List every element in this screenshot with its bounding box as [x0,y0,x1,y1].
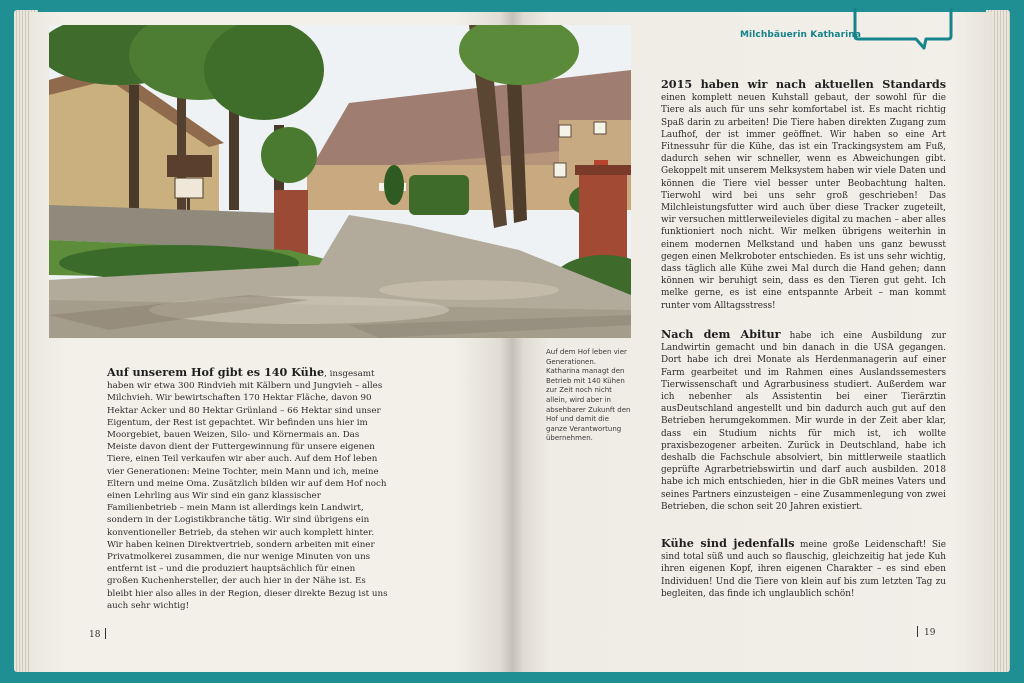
left-body: , insgesamt haben wir etwa 300 Rindvieh mit Kälbern und Jungvieh – alles Milchvieh. Wir bewirtschaften 170 Hektar Fläche, davon 90 Hektar Acker und 80 Hektar Grünland – 66 Hektar sind unser Eigentum, der Rest ist gepachtet. Wir befinden uns hier im Moorgebiet, bauen Weizen, Silo- und Körnermais an. Das Meiste davon dient der Futtergewinnung für unsere eigenen Tiere, einen Teil verkaufen wir aber auch. Auf dem Hof leben vier Generationen: Meine Tochter, mein Mann und ich, meine Eltern und meine Oma. Zusätzlich bilden wir auf dem Hof noch einen Lehrling aus Wir sind ein ganz klassischer Familienbetrieb – mein Mann ist allerdings kein Landwirt, sondern in der Logistikbranche tätig. Wir sind übrigens ein konventioneller Betrieb, da stehen wir auch komplett hinter. Wir haben keinen Direktvertrieb, sondern arbeiten mit einer Privatmolkerei zusammen, die nur wenige Minuten von uns entfernt ist – und die produziert hauptsächlich für einen großen Kuchenhersteller, der auch hier in der Nähe ist. Es bleibt hier also alles in der Region, dieser direkte Bezug ist uns auch sehr wichtig! [107,369,388,611]
page-number-right: 19 [924,628,936,638]
chapter-tag: Milchbäuerin Katharina [740,30,861,40]
farm-photo [49,25,631,338]
right-section-1 [661,78,946,312]
section3-body: meine große Leidenschaft! Sie sind total süß und auch so flauschig, gleichzeitig hat jede Kuh ihren eigenen Kopf, ihren eigenen Charakter – es sind eben Individuen! Und die Tiere von klein auf bis zum letzten Tag zu begleiten, das finde ich unglaublich schön! [661,540,946,599]
page-number-rule-right [917,626,918,637]
section2-lead: Nach dem Abitur [661,327,781,341]
section1-body: einen komplett neuen Kuhstall gebaut, der sowohl für die Tiere als auch für uns sehr komfortabel ist. Es macht richtig Spaß darin zu arbeiten! Die Tiere haben direkten Zugang zum Laufhof, der ist immer geöffnet. Wir haben so eine Art Fitnessuhr für die Kühe, das ist ein Trackingsystem am Fuß, dadurch sehen wir schneller, wenn es Abweichungen gibt. Gekoppelt mit unserem Melksystem haben wir viele Daten und können die Tiere viel besser unter Beobachtung halten. Tierwohl wird bei uns sehr groß geschrieben! Das Milchleistungsfutter wird auch über diese Tracker zugeteilt, wir versuchen mittlerweilevieles digital zu machen – aber alles funktioniert noch nicht. Wir melken übrigens weiterhin in einem modernen Melkstand und haben uns ganz bewusst gegen einen Melkroboter entschieden. Es ist uns sehr wichtig, dass täglich alle Kühe zwei Mal durch die Hand gehen; dann können wir beruhigt sein, dass es den Tieren gut geht. Ich melke gerne, es ist eine entspannte Arbeit – man kommt runter vom Alltagsstress! [661,93,946,311]
page-number-left: 18 [89,630,101,640]
left-lead: Auf unserem Hof gibt es 140 Kühe [107,365,325,379]
right-section-2 [661,328,946,513]
section2-body: habe ich eine Ausbildung zur Landwirtin gemacht und bin danach in die USA gegangen. Dort habe ich drei Monate als Herdenmanagerin auf einer Farm gearbeitet und im Rahmen eines Auslandssemesters Tierwissenschaft und Agrarbusiness studiert. Außerdem war ich nebenher als Assistentin bei einer Tierärztin ausDeutschland angestellt und bin dadurch auch gut auf den Betrieben herumgekommen. Mir wurde in der Zeit aber klar, dass ein Studium nichts für mich ist, ich wollte praxisbezogener arbeiten. Zurück in Deutschland, habe ich deshalb die Fachschule absolviert, bin mittlerweile staatlich geprüfte Agrarbetriebswirtin und darf auch ausbilden. 2018 habe ich mich entschieden, hier in die GbR meines Vaters und seines Partners einzusteigen – eine Zusammenlegung von zwei Betrieben, die schon seit 20 Jahren existiert. [661,331,946,512]
section3-lead: Kühe sind jedenfalls [661,536,795,550]
left-body-text [107,366,389,612]
section1-lead: 2015 haben wir nach aktuellen Standards [661,77,946,91]
speech-bubble-icon [852,8,954,54]
page-number-rule-left [105,628,106,639]
photo-caption: Auf dem Hof leben vier Generationen. Katharina managt den Betrieb mit 140 Kühen zur Zeit noch nicht allein, wird aber in absehbarer Zukunft den Hof und damit die ganze Verantwortung übernehmen. [546,348,631,443]
right-section-3 [661,537,946,600]
